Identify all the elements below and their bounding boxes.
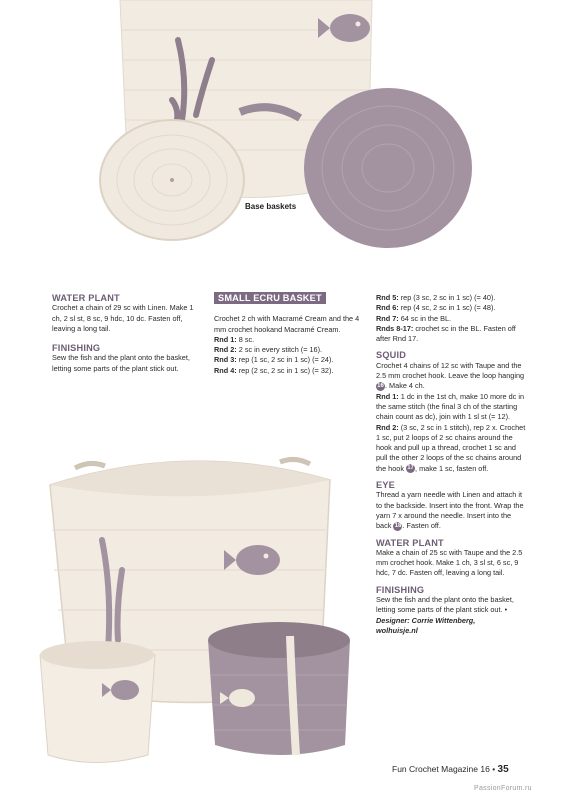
taupe-basket	[208, 622, 350, 755]
small-cream-base	[100, 120, 244, 240]
step-16-icon: 16	[377, 382, 384, 389]
watermark: PassionForum.ru	[474, 785, 532, 792]
footer-bullet: •	[492, 764, 496, 774]
rounds-8-17: Rnds 8-17: crochet sc in the BL. Fasten off after Rnd 17.	[376, 323, 516, 344]
step-18-icon: 18	[394, 522, 402, 529]
finishing-heading-2: FINISHING	[376, 584, 425, 595]
finishing-heading: FINISHING	[52, 343, 101, 354]
finishing-text: Sew the fish and the plant onto the basket, letting some parts of the plant stick out.	[52, 353, 190, 373]
eye-text: Thread a yarn needle with Linen and attach it to the backside. Insert into the front. Wrap the yarn 7 x around the needle. Insert into the back 18. Fasten off.	[376, 490, 524, 531]
round-2: Rnd 2: 2 sc in every stitch (= 16).	[214, 345, 323, 355]
column-1	[52, 293, 204, 374]
column-2	[214, 292, 364, 376]
intro-text: Crochet 2 ch with Macramé Cream and the 4 mm crochet hookand Macramé Cream.	[214, 314, 360, 334]
water-plant-text: Crochet a chain of 29 sc with Linen. Make 1 ch, 2 sl st, 8 sc, 9 hdc, 10 dc. Fasten off, leaving a long tail.	[52, 303, 194, 333]
small-ecru-basket-heading: SMALL ECRU BASKET	[214, 292, 326, 304]
page-number: 35	[497, 764, 509, 775]
round-7: Rnd 7: 64 sc in the BL.	[376, 313, 452, 323]
round-3: Rnd 3: rep (1 sc, 2 sc in 1 sc) (= 24).	[214, 355, 334, 365]
eye-heading: EYE	[376, 480, 395, 491]
small-cream-basket	[40, 641, 155, 763]
column-3	[376, 293, 526, 636]
squid-round-1: Rnd 1: 1 dc in the 1st ch, make 10 more dc in the same stitch (the final 3 ch of the starting chain count as dc), join with 1 sl st (= 12).	[376, 391, 525, 422]
designer-website: wolhuisje.nl	[376, 625, 418, 635]
round-6: Rnd 6: rep (4 sc, 2 sc in 1 sc) (= 48).	[376, 303, 496, 313]
squid-round-2: Rnd 2: (3 sc, 2 sc in 1 stitch), rep 2 x. Crochet 1 sc, put 2 loops of 2 sc chains around the hook and pull up a thread, crochet 1 sc and pull the other 2 loops of the sc chains around the hook 17, make 1 sc, fasten off.	[376, 422, 526, 473]
bottom-photo-finished-baskets	[30, 440, 375, 775]
designer-credit: Designer: Corrie Wittenberg,	[376, 615, 476, 625]
finishing-text-2: Sew the fish and the plant onto the basket, letting some parts of the plant stick out. •	[376, 595, 514, 615]
round-4: Rnd 4: rep (2 sc, 2 sc in 1 sc) (= 32).	[214, 365, 334, 375]
water-plant-heading: WATER PLANT	[52, 293, 120, 303]
water-plant-text-2: Make a chain of 25 sc with Taupe and the 2.5 mm crochet hook. Make 1 ch, 3 sl st, 6 sc, 9 hdc, 7 dc. Fasten off, leaving a long tail.	[376, 547, 523, 578]
squid-text: Crochet 4 chains of 12 sc with Taupe and the 2.5 mm crochet hook. Leave the loop hanging 16. Make 4 ch.	[376, 360, 525, 391]
water-plant-heading-2: WATER PLANT	[376, 537, 444, 548]
page-footer	[392, 764, 509, 775]
photo-caption: Base baskets	[245, 202, 297, 211]
squid-heading: SQUID	[376, 350, 407, 361]
top-photo-base-baskets	[0, 0, 566, 268]
magazine-name: Fun Crochet Magazine 16	[392, 764, 490, 774]
round-1: Rnd 1: 8 sc.	[214, 334, 255, 344]
step-17-icon: 17	[407, 465, 414, 472]
round-5: Rnd 5: rep (3 sc, 2 sc in 1 sc) (= 40).	[376, 293, 496, 302]
taupe-base	[304, 88, 472, 248]
